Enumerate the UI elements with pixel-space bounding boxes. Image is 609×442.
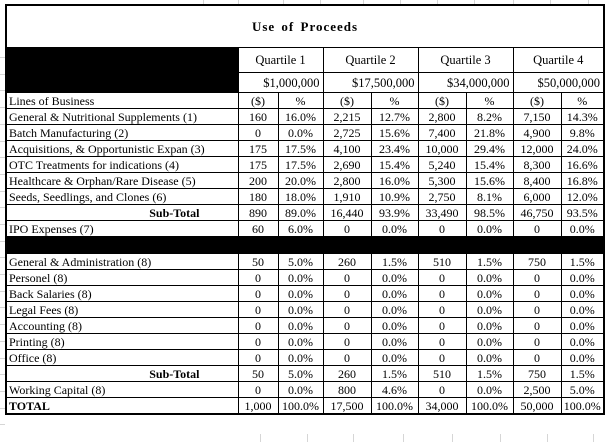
percent-subheader: % [466,93,513,109]
value-cell: 0.0% [278,350,323,366]
redacted-band-row [6,237,604,254]
value-cell: 0.0% [371,302,418,318]
value-cell: 5.0% [561,382,604,398]
dollar-subheader: ($) [323,93,371,109]
row-label: TOTAL [6,398,238,415]
quartile-1-header: Quartile 1 [238,48,323,73]
lines-of-business-header: Lines of Business [6,93,238,109]
value-cell: 200 [238,173,278,189]
quartile-3-amount: $34,000,000 [418,73,513,93]
value-cell: 1.5% [371,366,418,382]
value-cell: 510 [418,366,466,382]
table-row [6,382,604,398]
value-cell: 0 [418,350,466,366]
value-cell: 0.0% [466,382,513,398]
value-cell: 2,215 [323,109,371,125]
value-cell: 12.0% [561,189,604,205]
table-title-row [6,5,604,48]
quartile-1-amount: $1,000,000 [238,73,323,93]
sheet-gridline [0,90,5,91]
value-cell: 0 [418,382,466,398]
sheet-gridline [0,324,5,325]
value-cell: 0 [418,334,466,350]
value-cell: 0 [238,286,278,302]
sheet-gridline [0,408,5,409]
value-cell: 24.0% [561,141,604,157]
table-row [6,254,604,270]
value-cell: 100.0% [561,398,604,415]
value-cell: 510 [418,254,466,270]
value-cell: 34,000 [418,398,466,415]
sheet-gridline [0,241,5,242]
value-cell: 750 [513,254,561,270]
value-cell: 0.0% [561,350,604,366]
sheet-gridline [513,0,514,4]
table-title: Use of Proceeds [6,5,604,48]
sheet-gridline [0,291,5,292]
table-row [6,173,604,189]
sheet-gridline [0,274,5,275]
table-row [6,302,604,318]
value-cell: 0 [238,270,278,286]
value-cell: 0.0% [466,302,513,318]
table-row [6,221,604,237]
value-cell: 8,300 [513,157,561,173]
sheet-gridline [474,0,475,4]
value-cell: 5.0% [278,366,323,382]
value-cell: 0.0% [466,350,513,366]
value-cell: 4.6% [371,382,418,398]
sheet-gridline [0,424,5,425]
value-cell: 21.8% [466,125,513,141]
sheet-gridline [0,141,5,142]
value-cell: 16.0% [278,109,323,125]
sheet-gridline [588,0,589,4]
value-cell: 0.0% [278,302,323,318]
value-cell: 7,150 [513,109,561,125]
value-cell: 100.0% [466,398,513,415]
sheet-gridline [0,341,5,342]
value-cell: 0 [513,350,561,366]
value-cell: 0 [323,302,371,318]
value-cell: 17.5% [278,141,323,157]
value-cell: 1,000 [238,398,278,415]
value-cell: 0.0% [278,286,323,302]
row-label: Personel (8) [6,270,238,286]
row-label: Seeds, Seedlings, and Clones (6) [6,189,238,205]
value-cell: 0 [323,350,371,366]
table-row [6,205,604,221]
table-row [6,286,604,302]
value-cell: 0.0% [466,221,513,237]
redacted-band-cell [6,237,604,254]
value-cell: 160 [238,109,278,125]
value-cell: 60 [238,221,278,237]
value-cell: 0.0% [371,334,418,350]
sheet-gridline [0,307,5,308]
value-cell: 50 [238,366,278,382]
value-cell: 100.0% [371,398,418,415]
value-cell: 0.0% [466,286,513,302]
sheet-gridline [0,358,5,359]
value-cell: 0.0% [278,334,323,350]
value-cell: 4,100 [323,141,371,157]
row-label: General & Administration (8) [6,254,238,270]
value-cell: 89.0% [278,205,323,221]
sheet-gridline [238,0,239,4]
value-cell: 6.0% [278,221,323,237]
sheet-gridline [363,0,364,4]
value-cell: 18.0% [278,189,323,205]
sheet-gridline [0,157,5,158]
value-cell: 0 [513,318,561,334]
sheet-gridline [500,434,501,442]
value-cell: 4,900 [513,125,561,141]
value-cell: 0 [418,302,466,318]
dollar-subheader: ($) [238,93,278,109]
use-of-proceeds-table [5,4,605,415]
value-cell: 12.7% [371,109,418,125]
value-cell: 0 [513,270,561,286]
table-body [6,5,604,414]
value-cell: 6,000 [513,189,561,205]
value-cell: 29.4% [466,141,513,157]
value-cell: 0 [323,334,371,350]
quartile-2-header: Quartile 2 [323,48,418,73]
row-label: Acquisitions, & Opportunistic Expan (3) [6,141,238,157]
value-cell: 8.2% [466,109,513,125]
sheet-gridline [0,124,5,125]
sheet-gridline [0,174,5,175]
value-cell: 2,800 [418,109,466,125]
value-cell: 175 [238,141,278,157]
table-row [6,334,604,350]
value-cell: 0 [238,125,278,141]
value-cell: 16,440 [323,205,371,221]
column-subheader-row [6,93,604,109]
sheet-gridline [400,0,401,4]
value-cell: 0 [513,221,561,237]
sheet-gridline [452,434,453,442]
sheet-gridline [307,434,308,442]
value-cell: 175 [238,157,278,173]
value-cell: 1,910 [323,189,371,205]
table-row [6,350,604,366]
sheet-gridline [0,74,5,75]
value-cell: 10.9% [371,189,418,205]
value-cell: 0 [418,286,466,302]
percent-subheader: % [371,93,418,109]
value-cell: 93.5% [561,205,604,221]
row-label: Legal Fees (8) [6,302,238,318]
table-row [6,157,604,173]
value-cell: 14.3% [561,109,604,125]
value-cell: 17,500 [323,398,371,415]
value-cell: 0.0% [561,302,604,318]
sheet-gridline [0,391,5,392]
value-cell: 17.5% [278,157,323,173]
value-cell: 260 [323,254,371,270]
value-cell: 1.5% [466,254,513,270]
row-label: Working Capital (8) [6,382,238,398]
value-cell: 16.0% [371,173,418,189]
value-cell: 1.5% [371,254,418,270]
value-cell: 0 [513,334,561,350]
table-row [6,141,604,157]
value-cell: 0 [238,350,278,366]
value-cell: 0 [323,318,371,334]
sheet-gridline [550,0,551,4]
table-row [6,109,604,125]
sheet-gridline [0,57,5,58]
value-cell: 16.8% [561,173,604,189]
value-cell: 0 [323,286,371,302]
value-cell: 0.0% [466,318,513,334]
value-cell: 0 [323,221,371,237]
value-cell: 2,750 [418,189,466,205]
value-cell: 0 [418,318,466,334]
table-row [6,270,604,286]
value-cell: 0 [238,318,278,334]
value-cell: 0.0% [466,270,513,286]
value-cell: 5,300 [418,173,466,189]
value-cell: 50,000 [513,398,561,415]
value-cell: 0.0% [371,286,418,302]
percent-subheader: % [278,93,323,109]
sheet-gridline [0,107,5,108]
value-cell: 890 [238,205,278,221]
value-cell: 100.0% [278,398,323,415]
row-label: OTC Treatments for indications (4) [6,157,238,173]
value-cell: 0.0% [278,318,323,334]
value-cell: 0.0% [278,270,323,286]
sheet-gridline [0,257,5,258]
value-cell: 0 [418,270,466,286]
row-label: Office (8) [6,350,238,366]
sheet-gridline [0,374,5,375]
value-cell: 0 [238,302,278,318]
value-cell: 15.6% [371,125,418,141]
sheet-gridline [547,434,548,442]
value-cell: 33,490 [418,205,466,221]
value-cell: 0.0% [278,125,323,141]
value-cell: 50 [238,254,278,270]
sheet-gridline [0,191,5,192]
sheet-gridline [260,434,261,442]
value-cell: 260 [323,366,371,382]
value-cell: 180 [238,189,278,205]
row-label: General & Nutritional Supplements (1) [6,109,238,125]
sheet-gridline [203,0,204,4]
row-label: Accounting (8) [6,318,238,334]
value-cell: 93.9% [371,205,418,221]
value-cell: 8.1% [466,189,513,205]
sheet-gridline [0,224,5,225]
sheet-gridline [283,0,284,4]
table-row [6,125,604,141]
quartile-4-header: Quartile 4 [513,48,604,73]
value-cell: 15.4% [371,157,418,173]
value-cell: 98.5% [466,205,513,221]
value-cell: 23.4% [371,141,418,157]
value-cell: 800 [323,382,371,398]
value-cell: 0.0% [371,221,418,237]
percent-subheader: % [561,93,604,109]
value-cell: 0 [513,286,561,302]
value-cell: 1.5% [561,254,604,270]
table-row [6,189,604,205]
value-cell: 0 [238,382,278,398]
value-cell: 2,725 [323,125,371,141]
value-cell: 7,400 [418,125,466,141]
value-cell: 2,500 [513,382,561,398]
value-cell: 15.4% [466,157,513,173]
quartile-header-row [6,48,604,73]
sheet-gridline [593,434,594,442]
value-cell: 1.5% [561,366,604,382]
quartile-2-amount: $17,500,000 [323,73,418,93]
sheet-gridline [0,207,5,208]
value-cell: 0 [323,270,371,286]
value-cell: 0.0% [466,334,513,350]
sheet-gridline [353,434,354,442]
value-cell: 0.0% [561,270,604,286]
value-cell: 0.0% [371,318,418,334]
value-cell: 0.0% [561,221,604,237]
sheet-gridline [320,0,321,4]
value-cell: 46,750 [513,205,561,221]
sheet-gridline [437,0,438,4]
value-cell: 9.8% [561,125,604,141]
value-cell: 0.0% [561,286,604,302]
dollar-subheader: ($) [418,93,466,109]
value-cell: 0.0% [371,270,418,286]
dollar-subheader: ($) [513,93,561,109]
value-cell: 16.6% [561,157,604,173]
table-row [6,318,604,334]
value-cell: 0 [513,302,561,318]
value-cell: 5,240 [418,157,466,173]
value-cell: 1.5% [466,366,513,382]
row-label: Batch Manufacturing (2) [6,125,238,141]
row-label: Back Salaries (8) [6,286,238,302]
value-cell: 2,690 [323,157,371,173]
value-cell: 0 [418,221,466,237]
value-cell: 0.0% [278,382,323,398]
redacted-header-cell [6,48,238,93]
value-cell: 0 [238,334,278,350]
value-cell: 8,400 [513,173,561,189]
table-row [6,398,604,415]
row-label: Printing (8) [6,334,238,350]
value-cell: 10,000 [418,141,466,157]
value-cell: 12,000 [513,141,561,157]
value-cell: 2,800 [323,173,371,189]
row-label: Healthcare & Orphan/Rare Disease (5) [6,173,238,189]
value-cell: 750 [513,366,561,382]
quartile-3-header: Quartile 3 [418,48,513,73]
value-cell: 15.6% [466,173,513,189]
row-label: Sub-Total [6,205,238,221]
value-cell: 5.0% [278,254,323,270]
table-row [6,366,604,382]
value-cell: 0.0% [561,318,604,334]
quartile-4-amount: $50,000,000 [513,73,604,93]
value-cell: 0.0% [561,334,604,350]
row-label: Sub-Total [6,366,238,382]
sheet-gridline [403,434,404,442]
value-cell: 20.0% [278,173,323,189]
value-cell: 0.0% [371,350,418,366]
row-label: IPO Expenses (7) [6,221,238,237]
